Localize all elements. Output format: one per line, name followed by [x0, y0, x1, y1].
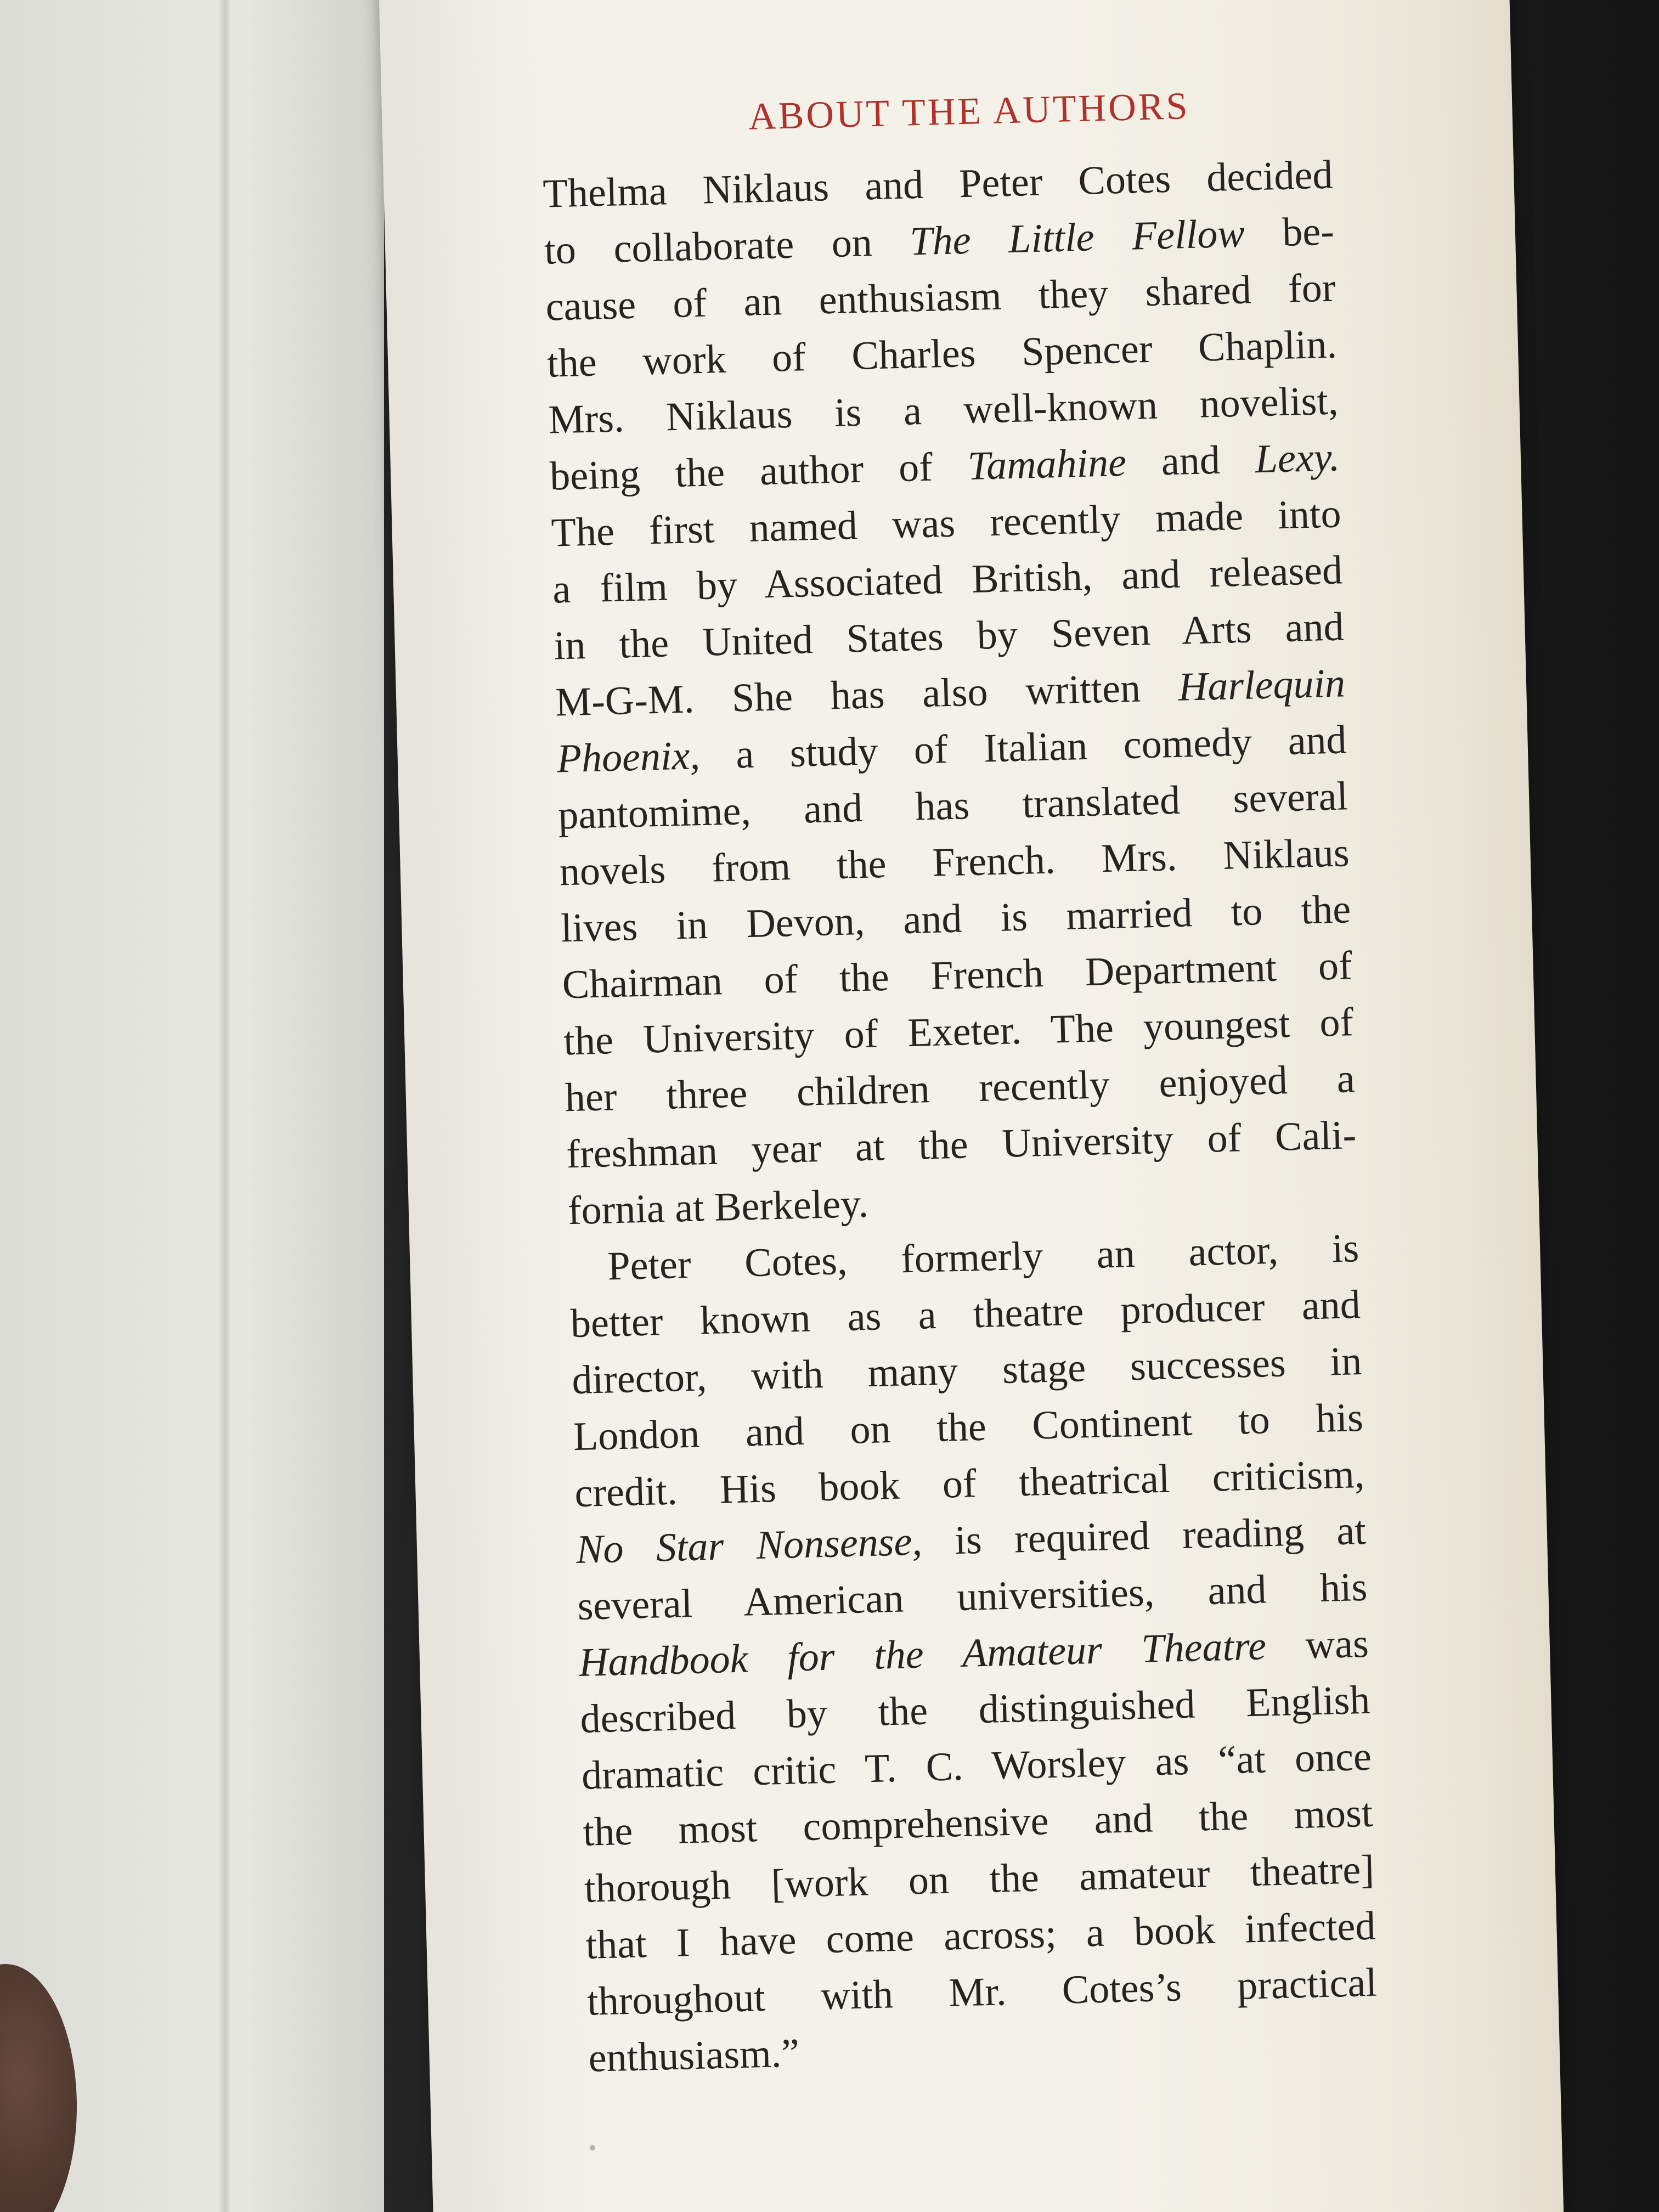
text-line: the University of Exeter. The youngest of	[563, 1000, 1355, 1064]
text-line: The first named was recently made into	[550, 491, 1342, 556]
text-line: Handbook for the Amateur Theatre was	[578, 1621, 1369, 1685]
text-line: a film by Associated British, and released	[552, 548, 1343, 612]
text-line: freshman year at the University of Cali-	[566, 1113, 1357, 1177]
text-line: that I have come across; a book infected	[585, 1903, 1376, 1968]
paragraph-niklaus	[542, 147, 1358, 1240]
jacket-flap-page	[379, 0, 1564, 2212]
text-line: being the author of Tamahine and Lexy.	[549, 435, 1340, 499]
text-line: to collaborate on The Little Fellow be-	[544, 208, 1335, 273]
text-line: several American universities, and his	[577, 1564, 1368, 1629]
text-line: cause of an enthusiasm they shared for	[545, 265, 1336, 330]
text-line: London and on the Continent to his	[573, 1395, 1364, 1460]
text-line: Phoenix, a study of Italian comedy and	[556, 717, 1347, 782]
text-line: her three children recently enjoyed a	[564, 1056, 1356, 1121]
text-line: pantomime, and has translated several	[557, 774, 1348, 838]
flap-fold	[219, 0, 230, 2212]
text-line: the work of Charles Spencer Chaplin.	[546, 321, 1338, 386]
text-line: fornia at Berkeley.	[567, 1181, 869, 1234]
text-line: throughout with Mr. Cotes’s practical	[586, 1960, 1378, 2024]
about-authors-text	[541, 81, 1379, 2087]
text-line: the most comprehensive and the most	[582, 1790, 1374, 1855]
text-line: M-G-M. She has also written Harlequin	[555, 661, 1346, 725]
text-line: No Star Nonsense, is required reading at	[575, 1508, 1367, 1573]
text-line: in the United States by Seven Arts and	[553, 604, 1345, 669]
text-line: described by the distinguished English	[579, 1677, 1371, 1742]
text-line: Peter Cotes, formerly an actor, is	[607, 1226, 1360, 1289]
text-line: lives in Devon, and is married to the	[560, 887, 1351, 951]
text-line: enthusiasm.”	[588, 2030, 800, 2081]
text-line: thorough [work on the amateur theatre]	[584, 1847, 1375, 1911]
text-line: Chairman of the French Department of	[561, 943, 1353, 1008]
text-line: Mrs. Niklaus is a well-known novelist,	[548, 378, 1339, 443]
text-line: novels from the French. Mrs. Niklaus	[558, 830, 1350, 895]
text-line: credit. His book of theatrical criticism,	[574, 1451, 1365, 1516]
section-heading: ABOUT THE AUTHORS	[748, 84, 1190, 138]
text-line: better known as a theatre producer and	[570, 1282, 1361, 1347]
paper-speck	[590, 2145, 595, 2151]
paragraph-cotes	[568, 1220, 1379, 2087]
text-line: Thelma Niklaus and Peter Cotes decided	[542, 152, 1334, 217]
text-line: dramatic critic T. C. Worsley as “at once	[581, 1734, 1372, 1798]
inner-flap	[0, 0, 384, 2212]
text-line: director, with many stage successes in	[571, 1338, 1363, 1403]
